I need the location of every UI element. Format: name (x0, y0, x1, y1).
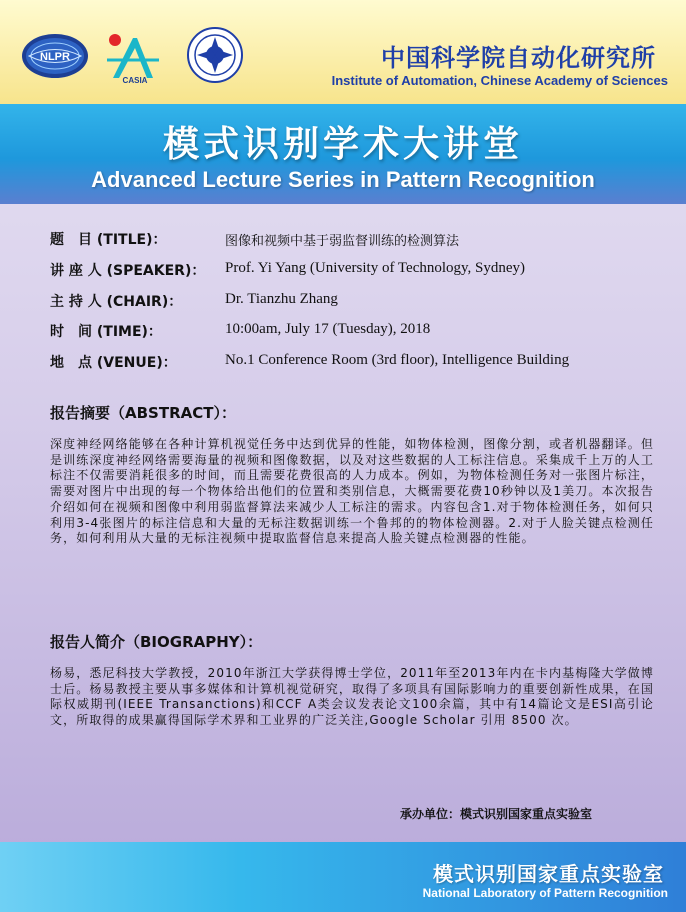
venue-label: 地 点 (VENUE)： (50, 355, 177, 371)
casia-logo (103, 30, 163, 84)
biography-text: 杨易，悉尼科技大学教授，2010年浙江大学获得博士学位，2011年至2013年内在卡内基梅隆大学做博士后。杨易教授主要从事多媒体和计算机视觉研究，取得了多项具有国际影响力的重要创新性成果，在国际权威期刊(IEEE Transanctions)和CCF A类会议发表论文100余篇，其中有14篇论文是ESI高引论文，所取得的成果赢得国际学术界和工业界的广泛关注,Google Scholar 引用 8500 次。 (50, 666, 654, 728)
nlpr-logo-text: NLPR (40, 51, 70, 63)
biography-heading: 报告人简介（BIOGRAPHY）： (50, 633, 263, 651)
venue-value: No.1 Conference Room (3rd floor), Intelligence Building (225, 352, 570, 368)
time-label: 时 间 (TIME)： (50, 324, 162, 340)
institute-name-cn: 中国科学院自动化研究所 (381, 44, 656, 72)
lecture-series-title-cn: 模式识别学术大讲堂 (162, 124, 523, 165)
abstract-heading: 报告摘要（ABSTRACT）： (50, 404, 236, 422)
host-organization: 承办单位：模式识别国家重点实验室 (400, 807, 593, 821)
speaker-value: Prof. Yi Yang (University of Technology, Sydney) (225, 260, 526, 276)
institute-name-en: Institute of Automation, Chinese Academy of Sciences (331, 73, 668, 88)
info-row-time (50, 321, 650, 343)
casia-logo-text: CASIA (122, 76, 148, 84)
lab-name-cn: 模式识别国家重点实验室 (433, 862, 664, 886)
info-row-speaker (50, 260, 650, 282)
info-row-chair (50, 291, 650, 313)
speaker-label: 讲 座 人 (SPEAKER)： (50, 263, 206, 279)
title-value: 图像和视频中基于弱监督训练的检测算法 (225, 234, 460, 249)
info-row-venue (50, 352, 650, 374)
cas-logo (187, 27, 243, 83)
nlpr-logo (21, 33, 89, 79)
lab-name-en: National Laboratory of Pattern Recognition (422, 886, 668, 900)
time-value: 10:00am, July 17 (Tuesday), 2018 (225, 321, 431, 337)
title-label: 题 目 (TITLE)： (50, 232, 167, 248)
chair-value: Dr. Tianzhu Zhang (225, 291, 338, 307)
chair-label: 主 持 人 (CHAIR)： (50, 294, 183, 310)
info-row-title (50, 229, 650, 251)
abstract-text: 深度神经网络能够在各种计算机视觉任务中达到优异的性能，如物体检测，图像分割，或者机器翻译。但是训练深度神经网络需要海量的视频和图像数据，以及对这些数据的人工标注信息。采集成千上万的人工标注不仅需要消耗很多的时间，而且需要花费很高的人力成本。例如，为物体检测任务对一张图片标注，需要对图片中出现的每一个物体给出他们的位置和类别信息，大概需要花费10秒钟以及1美刀。本次报告介绍如何在视频和图像中利用弱监督算法来减少人工标注的需求。内容包含1.对于物体检测任务，如何只利用3-4张图片的标注信息和大量的无标注数据训练一个鲁邦的的物体检测器。2.对于人脸关键点检测任务，如何利用从大量的无标注视频中提取监督信息来提高人脸关键点检测器的性能。 (50, 437, 654, 546)
lecture-series-title-en: Advanced Lecture Series in Pattern Recognition (91, 167, 595, 192)
